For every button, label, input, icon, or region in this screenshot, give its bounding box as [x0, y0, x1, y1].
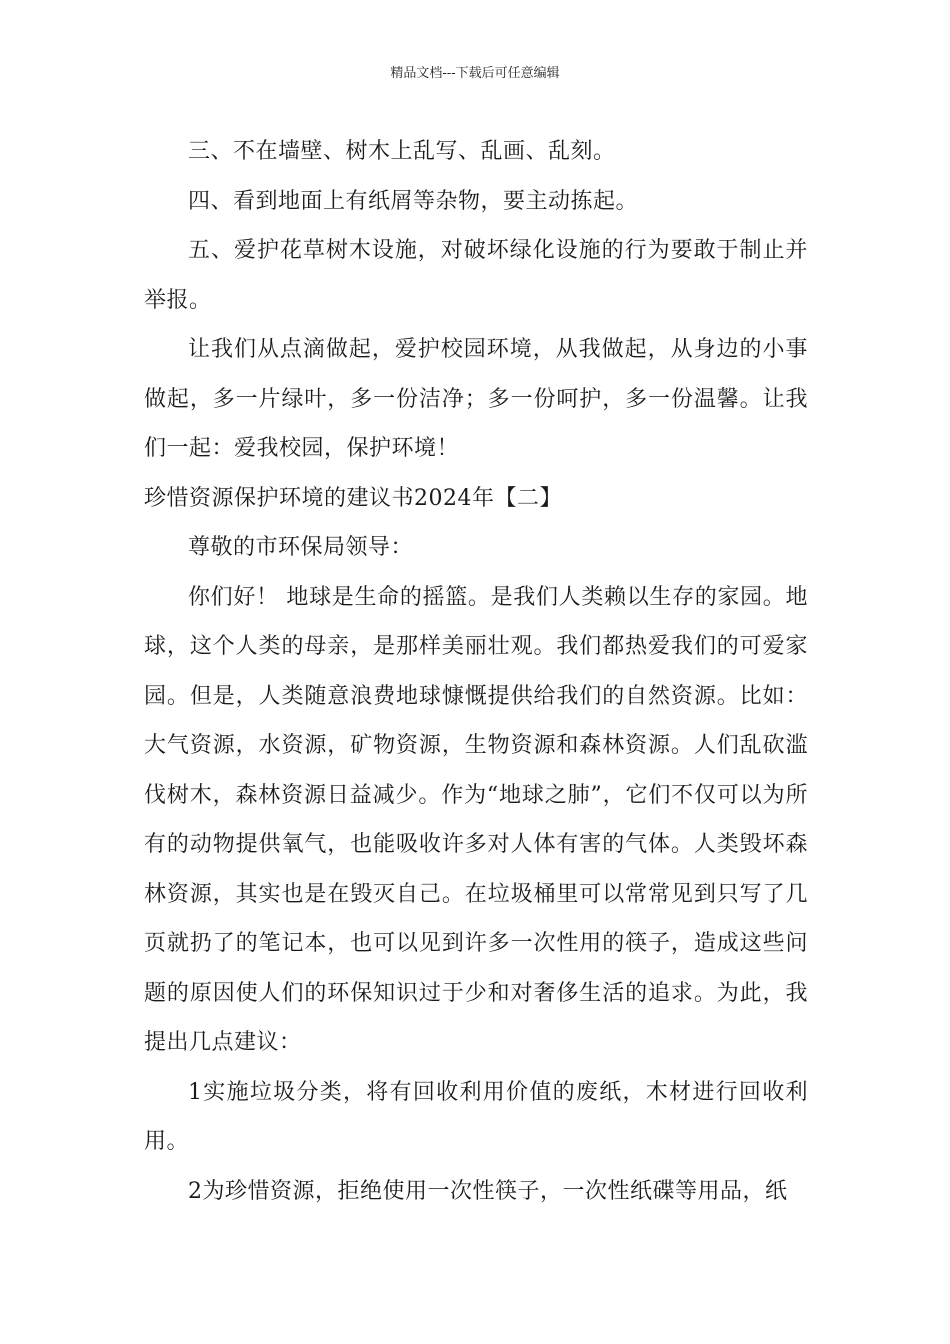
paragraph-rule-3: 三、不在墙壁、树木上乱写、乱画、乱刻。	[188, 139, 616, 164]
section-title: 珍惜资源保护环境的建议书2024年【二】	[144, 485, 562, 511]
suggestion-2: 2为珍惜资源，拒绝使用一次性筷子，一次性纸碟等用品，纸	[188, 1178, 788, 1204]
paragraph-closing-call: 让我们从点滴做起，爱护校园环境，从我做起，从身边的小事做起，多一片绿叶，多一份洁净；多一份呵护，多一份温馨。让我们一起：爱我校园，保护环境！	[144, 337, 808, 461]
suggestion-1: 1实施垃圾分类，将有回收利用价值的废纸，木材进行回收利用。	[144, 1079, 808, 1154]
paragraph-rule-5: 五、爱护花草树木设施，对破坏绿化设施的行为要敢于制止并举报。	[144, 238, 808, 313]
salutation: 尊敬的市环保局领导：	[188, 535, 414, 560]
document-body	[144, 127, 808, 1216]
paragraph-rule-4: 四、看到地面上有纸屑等杂物，要主动拣起。	[188, 188, 639, 214]
page-header: 精品文档---下载后可任意编辑	[390, 66, 560, 81]
paragraph-body: 你们好！ 地球是生命的摇篮。是我们人类赖以生存的家园。地球，这个人类的母亲，是那样美丽壮观。我们都热爱我们的可爱家园。但是，人类随意浪费地球慷慨提供给我们的自然资源。比如：大气资源，水资源，矿物资源，生物资源和森林资源。人们乱砍滥伐树木，森林资源日益减少。作为“地球之肺”，它们不仅可以为所有的动物提供氧气，也能吸收许多对人体有害的气体。人类毁坏森林资源，其实也是在毁灭自己。在垃圾桶里可以常常见到只写了几页就扔了的笔记本，也可以见到许多一次性用的筷子，造成这些问题的原因使人们的环保知识过于少和对奢侈生活的追求。为此，我提出几点建议：	[144, 584, 808, 1055]
